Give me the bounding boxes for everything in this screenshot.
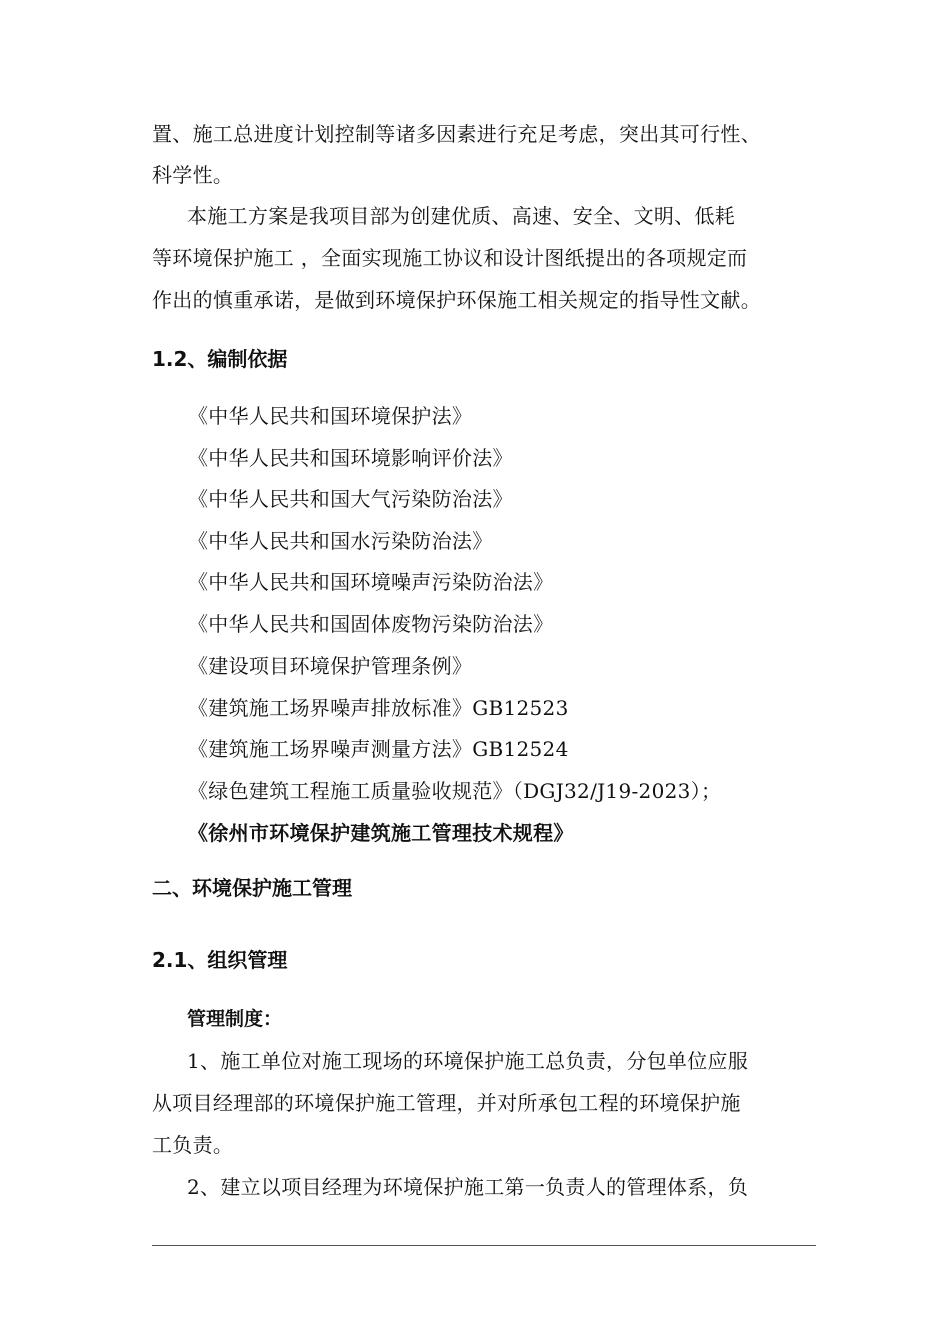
subheading-management-system: 管理制度： [187,1008,283,1030]
reference-item: 《中华人民共和国大气污染防治法》 [188,487,513,511]
body-text-line: 作出的慎重承诺，是做到环境保护环保施工相关规定的指导性文献。 [152,288,761,312]
body-text-line: 科学性。 [152,163,234,187]
reference-item: 《建设项目环境保护管理条例》 [188,654,473,678]
reference-item: 《中华人民共和国环境影响评价法》 [188,446,513,470]
reference-item: 《建筑施工场界噪声测量方法》GB12524 [188,737,569,761]
reference-item: 《建筑施工场界噪声排放标准》GB12523 [188,696,569,720]
reference-item: 《中华人民共和国水污染防治法》 [188,529,493,553]
body-text-line: 1、施工单位对施工现场的环境保护施工总负责，分包单位应服 [187,1049,749,1073]
reference-item: 《中华人民共和国固体废物污染防治法》 [188,612,554,636]
body-text-line: 2、建立以项目经理为环境保护施工第一负责人的管理体系，负 [187,1175,749,1199]
reference-item: 《中华人民共和国环境保护法》 [188,404,473,428]
body-text-line: 等环境保护施工 ，全面实现施工协议和设计图纸提出的各项规定而 [152,246,748,270]
reference-item: 《中华人民共和国环境噪声污染防治法》 [188,570,554,594]
body-text-line: 本施工方案是我项目部为创建优质、高速、安全、文明、低耗 [187,204,736,228]
reference-item: 《徐州市环境保护建筑施工管理技术规程》 [188,821,574,845]
section-heading-2: 二、环境保护施工管理 [152,876,352,900]
section-heading-1-2: 1.2、编制依据 [152,347,288,371]
footer-divider [152,1245,816,1246]
body-text-line: 从项目经理部的环境保护施工管理，并对所承包工程的环境保护施 [152,1091,741,1115]
body-text-line: 置、施工总进度计划控制等诸多因素进行充足考虑，突出其可行性、 [152,122,761,146]
body-text-line: 工负责。 [152,1133,234,1157]
section-heading-2-1: 2.1、组织管理 [152,948,288,972]
reference-item: 《绿色建筑工程施工质量验收规范》（DGJ32/J19-2023）； [188,779,722,803]
